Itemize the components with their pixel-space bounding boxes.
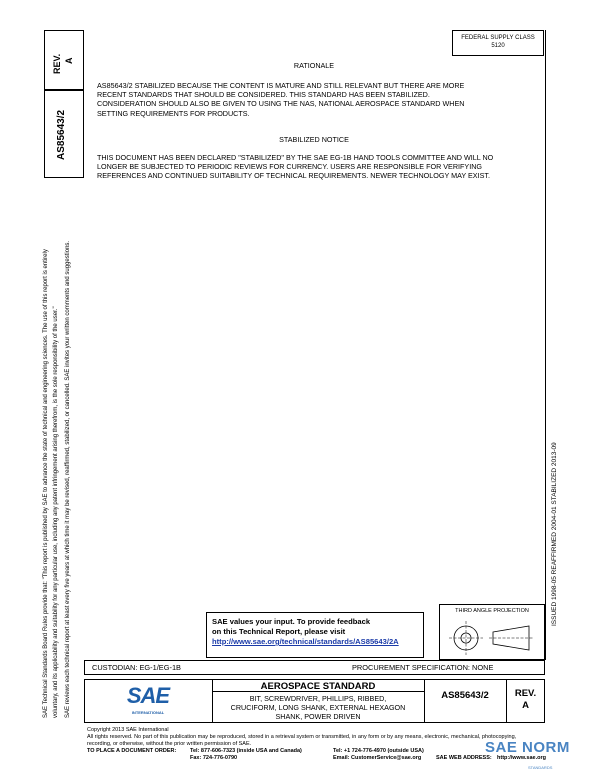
standard-type: AEROSPACE STANDARD (260, 681, 376, 692)
stabilized-body (97, 153, 552, 181)
rationale-body (97, 81, 547, 118)
stabilized-line: LONGER BE SUBJECTED TO PERIODIC REVIEWS FOR CURRENCY. USERS ARE RESPONSIBLE FOR VERIFYING (97, 162, 483, 172)
projection-symbol-icon (439, 614, 545, 660)
title-rev-label: REV. (514, 688, 537, 699)
rationale-line: SETTING REQUIREMENTS FOR PRODUCTS. (97, 108, 250, 118)
description-line: SHANK, POWER DRIVEN (275, 712, 361, 721)
feedback-link[interactable]: http://www.sae.org/technical/standards/AS85643/2A (212, 637, 399, 646)
order-label: TO PLACE A DOCUMENT ORDER: (87, 748, 177, 754)
watermark-text: SAE NORM (485, 739, 570, 756)
tel-inside: Tel: 877-606-7323 (inside USA and Canada) (190, 748, 302, 754)
left-notice-line1: SAE Technical Standards Board Rules provide that: "This report is published by SAE to advance the state of technical and engineering sciences. The use of this report is entirely (43, 249, 49, 718)
custodian-text: CUSTODIAN: EG-1/EG-1B (92, 663, 181, 672)
left-notice-line2: voluntary, and its applicability and suitability for any particular use, including any patent infringement arising therefrom, is the sole responsibility of the user." (53, 306, 59, 718)
feedback-line1: SAE values your input. To provide feedback (212, 617, 371, 626)
sae-logo: SAE (126, 683, 170, 708)
federal-supply-label: FEDERAL SUPPLY CLASS (461, 35, 535, 41)
sae-logo-sub: INTERNATIONAL (131, 710, 165, 715)
projection-label: THIRD ANGLE PROJECTION (455, 608, 529, 614)
order-contacts-1 (190, 748, 302, 762)
doc-number-left: AS85643/2 (56, 109, 67, 160)
feedback-line2: on this Technical Report, please visit (212, 627, 346, 636)
feedback-text (212, 617, 399, 647)
tel-outside: Tel: +1 724-776-4970 (outside USA) (333, 748, 424, 754)
rev-label-left: REV. (52, 53, 62, 74)
stabilized-line: REFERENCES AND CONTINUED SUITABILITY OF TECHNICAL REQUIREMENTS. NEWER TECHNOLOGY MAY EXIST. (97, 171, 490, 181)
rationale-line: AS85643/2 STABILIZED BECAUSE THE CONTENT IS MATURE AND STILL RELEVANT BUT THERE ARE MORE (97, 81, 465, 90)
left-notice-line3: SAE reviews each technical report at least every five years at which time it may be revised, reaffirmed, stabilized, or cancelled. SAE invites your written comments and suggestions. (65, 240, 71, 718)
rev-value-left: A (64, 57, 74, 64)
fax: Fax: 724-776-0790 (190, 755, 238, 761)
issue-dates: ISSUED 1998-05 REAFFIRMED 2004-01 STABILIZED 2013-09 (551, 442, 558, 626)
title-rev-value: A (522, 700, 529, 711)
order-contacts-2 (333, 748, 424, 762)
title-description (212, 694, 424, 721)
title-rev (506, 688, 545, 712)
web-label: SAE WEB ADDRESS: (436, 755, 492, 761)
rationale-line: CONSIDERATION SHOULD ALSO BE GIVEN TO USING THE NAS, NATIONAL AEROSPACE STANDARD WHEN (97, 99, 465, 109)
web-url[interactable]: http://www.sae.org (497, 755, 546, 761)
title-doc-number: AS85643/2 (441, 690, 489, 701)
email[interactable]: Email: CustomerService@sae.org (333, 755, 422, 761)
stabilized-heading: STABILIZED NOTICE (279, 135, 349, 144)
federal-supply-value: 5120 (491, 43, 505, 49)
rationale-heading: RATIONALE (293, 61, 335, 70)
copyright-text: Copyright 2013 SAE International (87, 727, 169, 733)
right-border-line (545, 30, 546, 660)
stabilized-line: THIS DOCUMENT HAS BEEN DECLARED "STABILIZED" BY THE SAE EG-1B HAND TOOLS COMMITTEE AND WILL NO (97, 153, 494, 162)
rationale-line: RECENT STANDARDS THAT SHOULD BE CONSIDERED. THIS STANDARD HAS BEEN STABILIZED. (97, 90, 430, 100)
watermark-sub: STANDARDS (528, 765, 553, 770)
procurement-text: PROCUREMENT SPECIFICATION: NONE (352, 663, 494, 672)
footer-copyright-block (87, 727, 547, 747)
rights-line1: All rights reserved. No part of this publication may be reproduced, stored in a retrieval system or transmitted, in any form or by any means, electronic, mechanical, photocopying, (87, 733, 517, 740)
description-line: BIT, SCREWDRIVER, PHILLIPS, RIBBED, (249, 694, 387, 703)
title-divider-2 (424, 679, 425, 723)
description-line: CRUCIFORM, LONG SHANK, EXTERNAL HEXAGON (230, 703, 406, 712)
rights-line2: recording, or otherwise, without the prior written permission of SAE. (87, 740, 252, 747)
